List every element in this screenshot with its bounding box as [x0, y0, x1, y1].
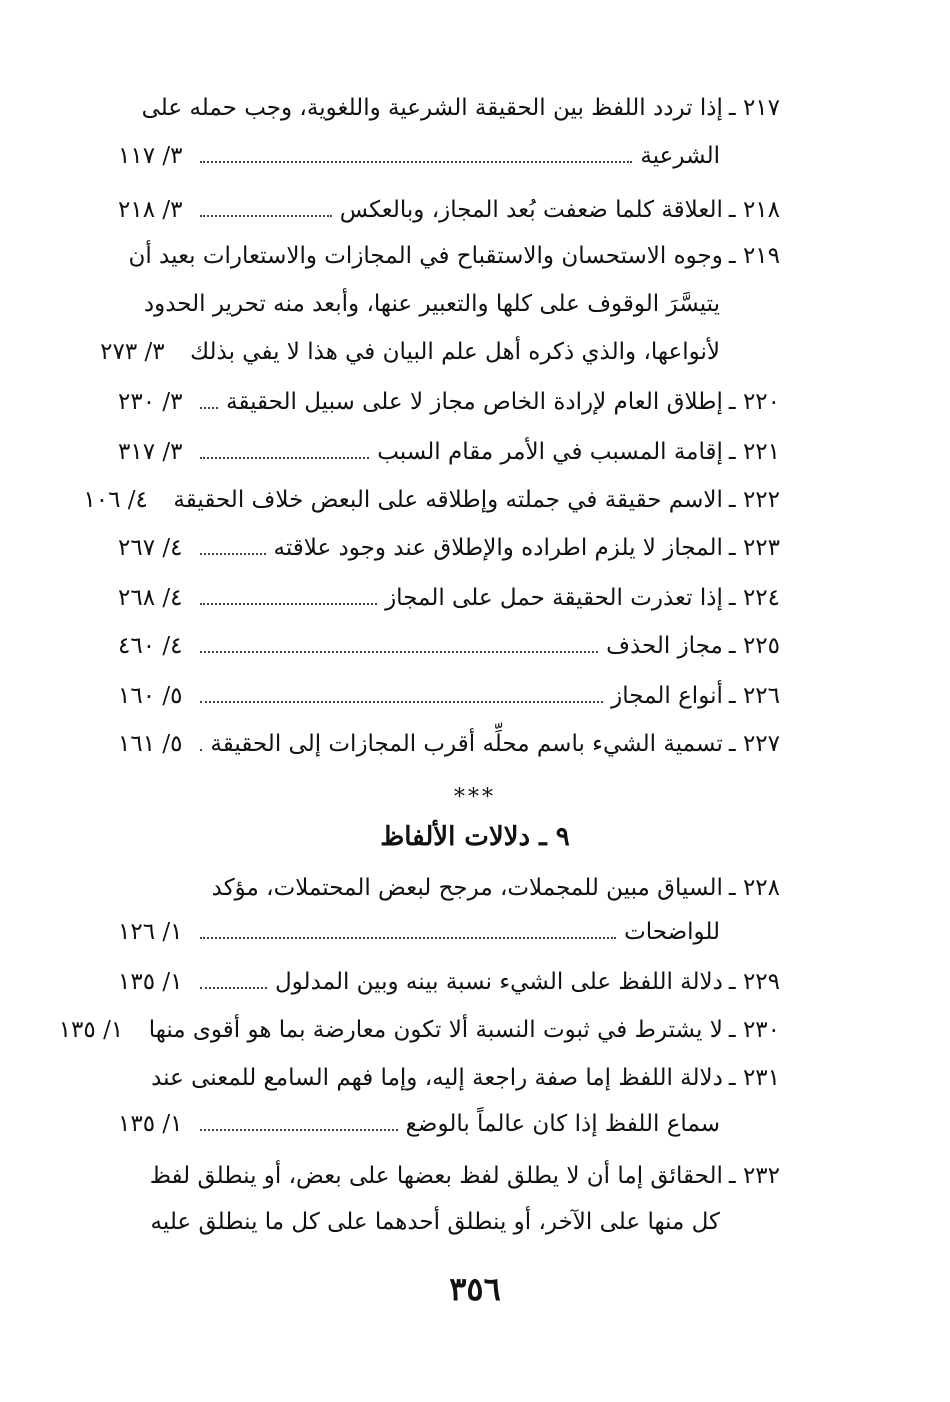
list-item [128, 236, 780, 276]
dot-leader [200, 937, 616, 939]
entry-text: دلالة اللفظ على الشيء نسبة بينه وبين المدلول [274, 969, 723, 995]
entry-text: تسمية الشيء باسم محلِّه أقرب المجازات إلى الحقيقة [210, 731, 723, 757]
entry-text: الاسم حقيقة في جملته وإطلاقه على البعض خلاف الحقيقة [173, 487, 723, 513]
entry-number: ٢٣٠ ـ [728, 1017, 780, 1043]
list-item [143, 284, 720, 324]
entry-reference: ٥/ ١٦١ [118, 731, 183, 757]
list-item [118, 962, 780, 1002]
list-item [151, 1058, 780, 1098]
entry-text: إذا تعذرت الحقيقة حمل على المجاز [385, 585, 723, 611]
entry-number: ٢٢٢ ـ [728, 487, 780, 513]
list-item [100, 332, 720, 372]
dot-leader [200, 603, 377, 605]
entry-text: السياق مبين للمجملات، مرجح لبعض المحتملات، مؤكد [211, 875, 723, 901]
entry-number: ٢٣٢ ـ [728, 1163, 780, 1189]
dot-leader [200, 701, 603, 703]
entry-reference: ٣/ ٢١٨ [118, 197, 183, 223]
list-item [58, 1010, 780, 1050]
section-heading: ٩ ـ دلالات الألفاظ [380, 822, 570, 852]
list-item [118, 676, 780, 716]
entry-text: مجاز الحذف [606, 633, 723, 659]
entry-reference: ٣/ ١١٧ [118, 143, 183, 169]
entry-text: إذا تردد اللفظ بين الحقيقة الشرعية واللغوية، وجب حمله على [141, 95, 723, 121]
entry-text: للواضحات [624, 919, 720, 945]
entry-reference: ١/ ١٢٦ [118, 919, 183, 945]
entry-reference: ١/ ١٣٥ [118, 969, 183, 995]
dot-leader [200, 553, 266, 555]
list-item [118, 626, 780, 666]
entry-number: ٢٢٠ ـ [728, 389, 780, 415]
list-item [118, 382, 780, 422]
list-item [118, 190, 780, 230]
entry-number: ٢٢١ ـ [728, 439, 780, 465]
dot-leader [200, 1129, 398, 1131]
entry-text: المجاز لا يلزم اطراده والإطلاق عند وجود علاقته [273, 535, 723, 561]
entry-number: ٢٢٦ ـ [728, 683, 780, 709]
dot-leader [200, 215, 332, 217]
entry-number: ٢٢٣ ـ [728, 535, 780, 561]
entry-number: ٢٢٧ ـ [728, 731, 780, 757]
entry-reference: ١/ ١٣٥ [58, 1017, 124, 1043]
entry-reference: ٤/ ٢٦٨ [118, 585, 183, 611]
entry-text: كل منها على الآخر، أو ينطلق أحدهما على كل ما ينطلق عليه [150, 1209, 720, 1235]
entry-text: الحقائق إما أن لا يطلق لفظ بعضها على بعض، أو ينطلق لفظ [149, 1163, 723, 1189]
entry-text: دلالة اللفظ إما صفة راجعة إليه، وإما فهم السامع للمعنى عند [151, 1065, 723, 1091]
entry-number: ٢١٩ ـ [728, 243, 780, 269]
entry-text: أنواع المجاز [611, 683, 723, 709]
dot-leader [200, 407, 218, 409]
entry-reference: ٣/ ٢٣٠ [118, 389, 183, 415]
list-item [118, 136, 720, 176]
entry-number: ٢٣١ ـ [728, 1065, 780, 1091]
entry-reference: ٤/ ١٠٦ [83, 487, 148, 513]
list-item [118, 912, 720, 952]
entry-reference: ٣/ ٣١٧ [118, 439, 183, 465]
list-item [150, 1202, 720, 1242]
list-item [118, 1104, 720, 1144]
entry-number: ٢٢٥ ـ [728, 633, 780, 659]
list-item [118, 578, 780, 618]
list-item [118, 528, 780, 568]
entry-number: ٢٢٩ ـ [728, 969, 780, 995]
entry-reference: ٤/ ٤٦٠ [118, 633, 183, 659]
entry-text: سماع اللفظ إذا كان عالماً بالوضع [405, 1111, 720, 1137]
entry-reference: ٤/ ٢٦٧ [118, 535, 183, 561]
list-item [149, 1156, 780, 1196]
page-number: ٣٥٦ [449, 1270, 501, 1308]
entry-text: إقامة المسبب في الأمر مقام السبب [377, 439, 723, 465]
list-item [118, 432, 780, 472]
list-item [118, 724, 780, 764]
entry-reference: ٣/ ٢٧٣ [100, 339, 165, 365]
dot-leader [200, 987, 267, 989]
entry-text: وجوه الاستحسان والاستقباح في المجازات والاستعارات بعيد أن [128, 243, 723, 269]
section-divider: *** [454, 785, 496, 810]
dot-leader [200, 457, 369, 459]
entry-number: ٢٢٨ ـ [728, 875, 780, 901]
list-item [190, 868, 780, 908]
entry-number: ٢٢٤ ـ [728, 585, 780, 611]
dot-leader [200, 749, 202, 751]
entry-text: لا يشترط في ثبوت النسبة ألا تكون معارضة بما هو أقوى منها [148, 1017, 723, 1043]
dot-leader [200, 161, 632, 163]
entry-text: إطلاق العام لإرادة الخاص مجاز لا على سبيل الحقيقة [226, 389, 723, 415]
entry-text: يتيسَّرَ الوقوف على كلها والتعبير عنها، وأبعد منه تحرير الحدود [143, 291, 720, 317]
entry-text: لأنواعها، والذي ذكره أهل علم البيان في هذا لا يفي بذلك [190, 339, 720, 365]
list-item [83, 480, 780, 520]
entry-number: ٢١٧ ـ [728, 95, 780, 121]
dot-leader [200, 651, 598, 653]
list-item [141, 88, 780, 128]
entry-reference: ٥/ ١٦٠ [118, 683, 183, 709]
entry-text: الشرعية [640, 143, 720, 169]
entry-number: ٢١٨ ـ [728, 197, 780, 223]
entry-text: العلاقة كلما ضعفت بُعد المجاز، وبالعكس [339, 197, 723, 223]
entry-reference: ١/ ١٣٥ [118, 1111, 183, 1137]
